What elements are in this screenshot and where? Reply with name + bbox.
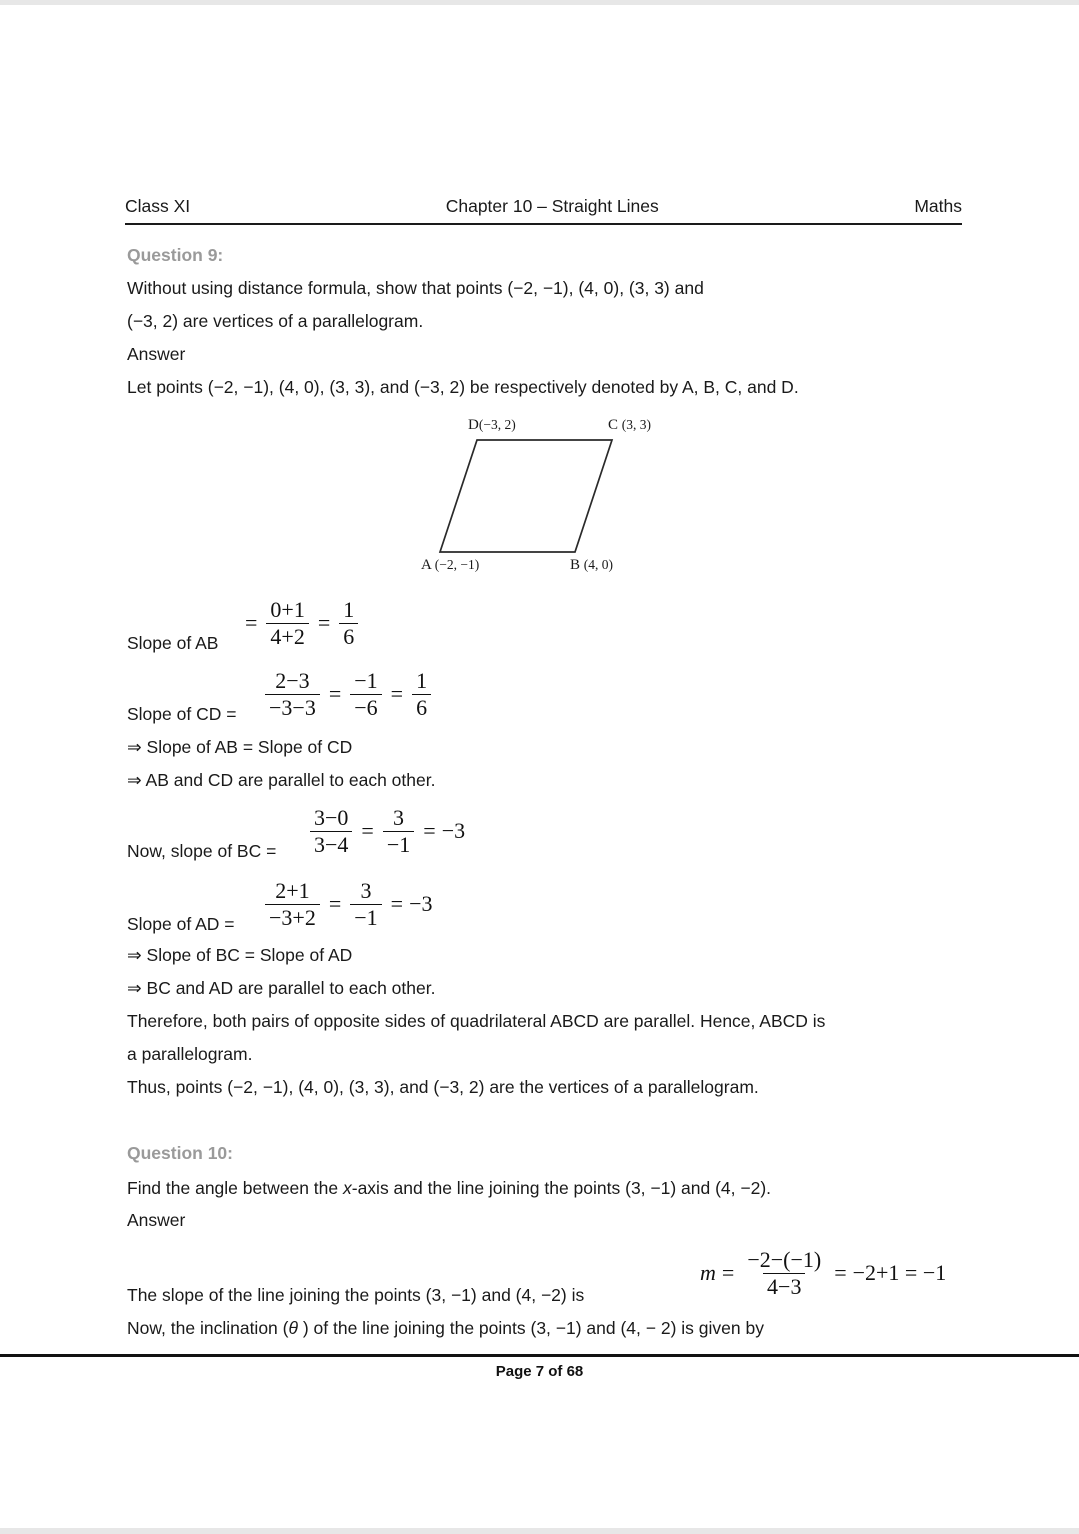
question-10-prompt [127, 1178, 771, 1198]
slope-ad-formula [262, 879, 433, 930]
vertex-letter-B: B [570, 557, 581, 573]
slope-bc-fraction-1 [310, 806, 352, 857]
slope-ab-fraction-1 [266, 598, 308, 649]
slope-m-formula [700, 1248, 946, 1299]
vertex-coord-D: (−3, 2) [478, 417, 516, 432]
slope-ad-denominator-2: −1 [350, 904, 381, 930]
slope-ad-numerator-1: 2+1 [275, 878, 310, 903]
vertex-label-B [570, 557, 613, 574]
slope-ad-denominator-1: −3+2 [265, 904, 320, 930]
theta-symbol: θ [288, 1318, 298, 1338]
question-10-answer-label: Answer [127, 1210, 186, 1230]
slope-cd-fraction-3 [412, 669, 431, 720]
slope-cd-equals-1: = [328, 681, 342, 707]
bottom-edge-strip [0, 1528, 1079, 1534]
footer-page-number: Page 7 of 68 [495, 1363, 584, 1380]
vertex-label-C [608, 417, 651, 434]
slope-ab-label: Slope of AB [127, 633, 219, 653]
implies-ab-cd-parallel: ⇒ AB and CD are parallel to each other. [127, 770, 436, 790]
slope-m-equals-2: = [834, 1260, 847, 1286]
slope-ad-equals-2: = [390, 891, 404, 917]
slope-cd-denominator-3: 6 [412, 694, 431, 720]
slope-cd-fraction-1 [265, 669, 320, 720]
vertex-coord-C: (3, 3) [621, 417, 652, 432]
slope-cd-denominator-2: −6 [350, 694, 381, 720]
slope-cd-label: Slope of CD = [127, 704, 237, 724]
slope-cd-fraction-2 [350, 669, 381, 720]
slope-ab-numerator-2: 1 [343, 597, 355, 622]
vertex-coord-B: (4, 0) [583, 557, 614, 572]
vertex-label-D [468, 417, 516, 434]
question-10-prompt-pre: Find the angle between the [127, 1178, 343, 1198]
slope-m-numerator: −2−(−1) [747, 1247, 822, 1272]
question-10-prompt-post: -axis and the line joining the points (3, −1) and (4, −2). [351, 1178, 772, 1198]
slope-cd-numerator-2: −1 [354, 668, 378, 693]
implies-bc-ad-parallel: ⇒ BC and AD are parallel to each other. [127, 978, 436, 998]
question-9-let-points-line: Let points (−2, −1), (4, 0), (3, 3), and (−3, 2) be respectively denoted by A, B, C, and D. [127, 377, 799, 397]
slope-cd-numerator-1: 2−3 [275, 668, 310, 693]
slope-cd-equals-2: = [390, 681, 404, 707]
header-subject-label: Maths [914, 196, 962, 216]
footer-divider [0, 1354, 1079, 1357]
slope-cd-formula [262, 669, 434, 720]
slope-bc-denominator-2: −1 [383, 831, 414, 857]
slope-m-fraction [743, 1248, 825, 1299]
slope-bc-equals-2: = [423, 818, 436, 844]
vertex-letter-A: A [421, 557, 432, 573]
question-10-heading: Question 10: [127, 1143, 233, 1163]
question-9-heading: Question 9: [127, 245, 224, 265]
slope-ad-numerator-2: 3 [360, 878, 372, 903]
page-header [125, 196, 962, 225]
question-10-prompt-italic-x: x [343, 1178, 352, 1198]
slope-ad-fraction-2 [350, 879, 381, 930]
vertex-coord-A: (−2, −1) [434, 557, 480, 572]
question-10-inclination-line [127, 1318, 764, 1338]
parallelogram-outline [440, 440, 612, 552]
inclination-pre-text: Now, the inclination ( [127, 1318, 289, 1338]
slope-bc-numerator-2: 3 [393, 805, 405, 830]
slope-cd-numerator-3: 1 [416, 668, 428, 693]
slope-ad-label: Slope of AD = [127, 914, 235, 934]
slope-ad-fraction-1 [265, 879, 320, 930]
slope-ab-equals-2: = [317, 610, 331, 636]
vertex-letter-C: C [608, 417, 619, 433]
implies-slope-ab-equals-cd: ⇒ Slope of AB = Slope of CD [127, 737, 353, 757]
slope-bc-formula [307, 806, 465, 857]
slope-bc-result: −3 [441, 818, 466, 844]
slope-m-result: −2+1 = −1 [852, 1260, 947, 1286]
slope-ab-denominator-1: 4+2 [266, 623, 308, 649]
header-chapter-title: Chapter 10 – Straight Lines [445, 196, 659, 216]
slope-m-denominator: 4−3 [763, 1273, 805, 1299]
slope-bc-label: Now, slope of BC = [127, 841, 277, 861]
vertex-label-A [421, 557, 479, 574]
question-9-prompt-line-1: Without using distance formula, show that points (−2, −1), (4, 0), (3, 3) and [127, 278, 704, 298]
question-10-slope-line: The slope of the line joining the points (3, −1) and (4, −2) is [127, 1285, 585, 1305]
slope-ab-denominator-2: 6 [339, 623, 358, 649]
slope-ad-equals-1: = [328, 891, 342, 917]
slope-bc-equals-1: = [361, 818, 374, 844]
vertex-letter-D: D [468, 417, 479, 433]
question-9-thus-line: Thus, points (−2, −1), (4, 0), (3, 3), and (−3, 2) are the vertices of a parallelogram. [127, 1077, 759, 1097]
slope-ab-equals-1: = [245, 610, 258, 636]
top-edge-strip [0, 0, 1079, 5]
inclination-post-text: ) of the line joining the points (3, −1) and (4, − 2) is given by [297, 1318, 764, 1338]
slope-ad-result: −3 [409, 891, 433, 917]
slope-ab-fraction-2 [339, 598, 358, 649]
question-9-answer-label: Answer [127, 344, 186, 364]
slope-ab-numerator-1: 0+1 [270, 597, 305, 622]
slope-ab-formula [243, 598, 361, 649]
implies-slope-bc-equals-ad: ⇒ Slope of BC = Slope of AD [127, 945, 353, 965]
parallelogram-diagram [400, 405, 700, 590]
slope-bc-numerator-1: 3−0 [314, 805, 349, 830]
header-class-label: Class XI [125, 196, 191, 216]
slope-cd-denominator-1: −3−3 [265, 694, 320, 720]
slope-bc-fraction-2 [383, 806, 414, 857]
question-9-conclusion-line-1: Therefore, both pairs of opposite sides of quadrilateral ABCD are parallel. Hence, ABCD is [127, 1011, 826, 1031]
question-9-prompt-line-2: (−3, 2) are vertices of a parallelogram. [127, 311, 424, 331]
slope-m-variable: m [700, 1260, 716, 1286]
question-9-conclusion-line-2: a parallelogram. [127, 1044, 253, 1064]
slope-bc-denominator-1: 3−4 [310, 831, 352, 857]
slope-m-equals-1: = [721, 1260, 735, 1286]
